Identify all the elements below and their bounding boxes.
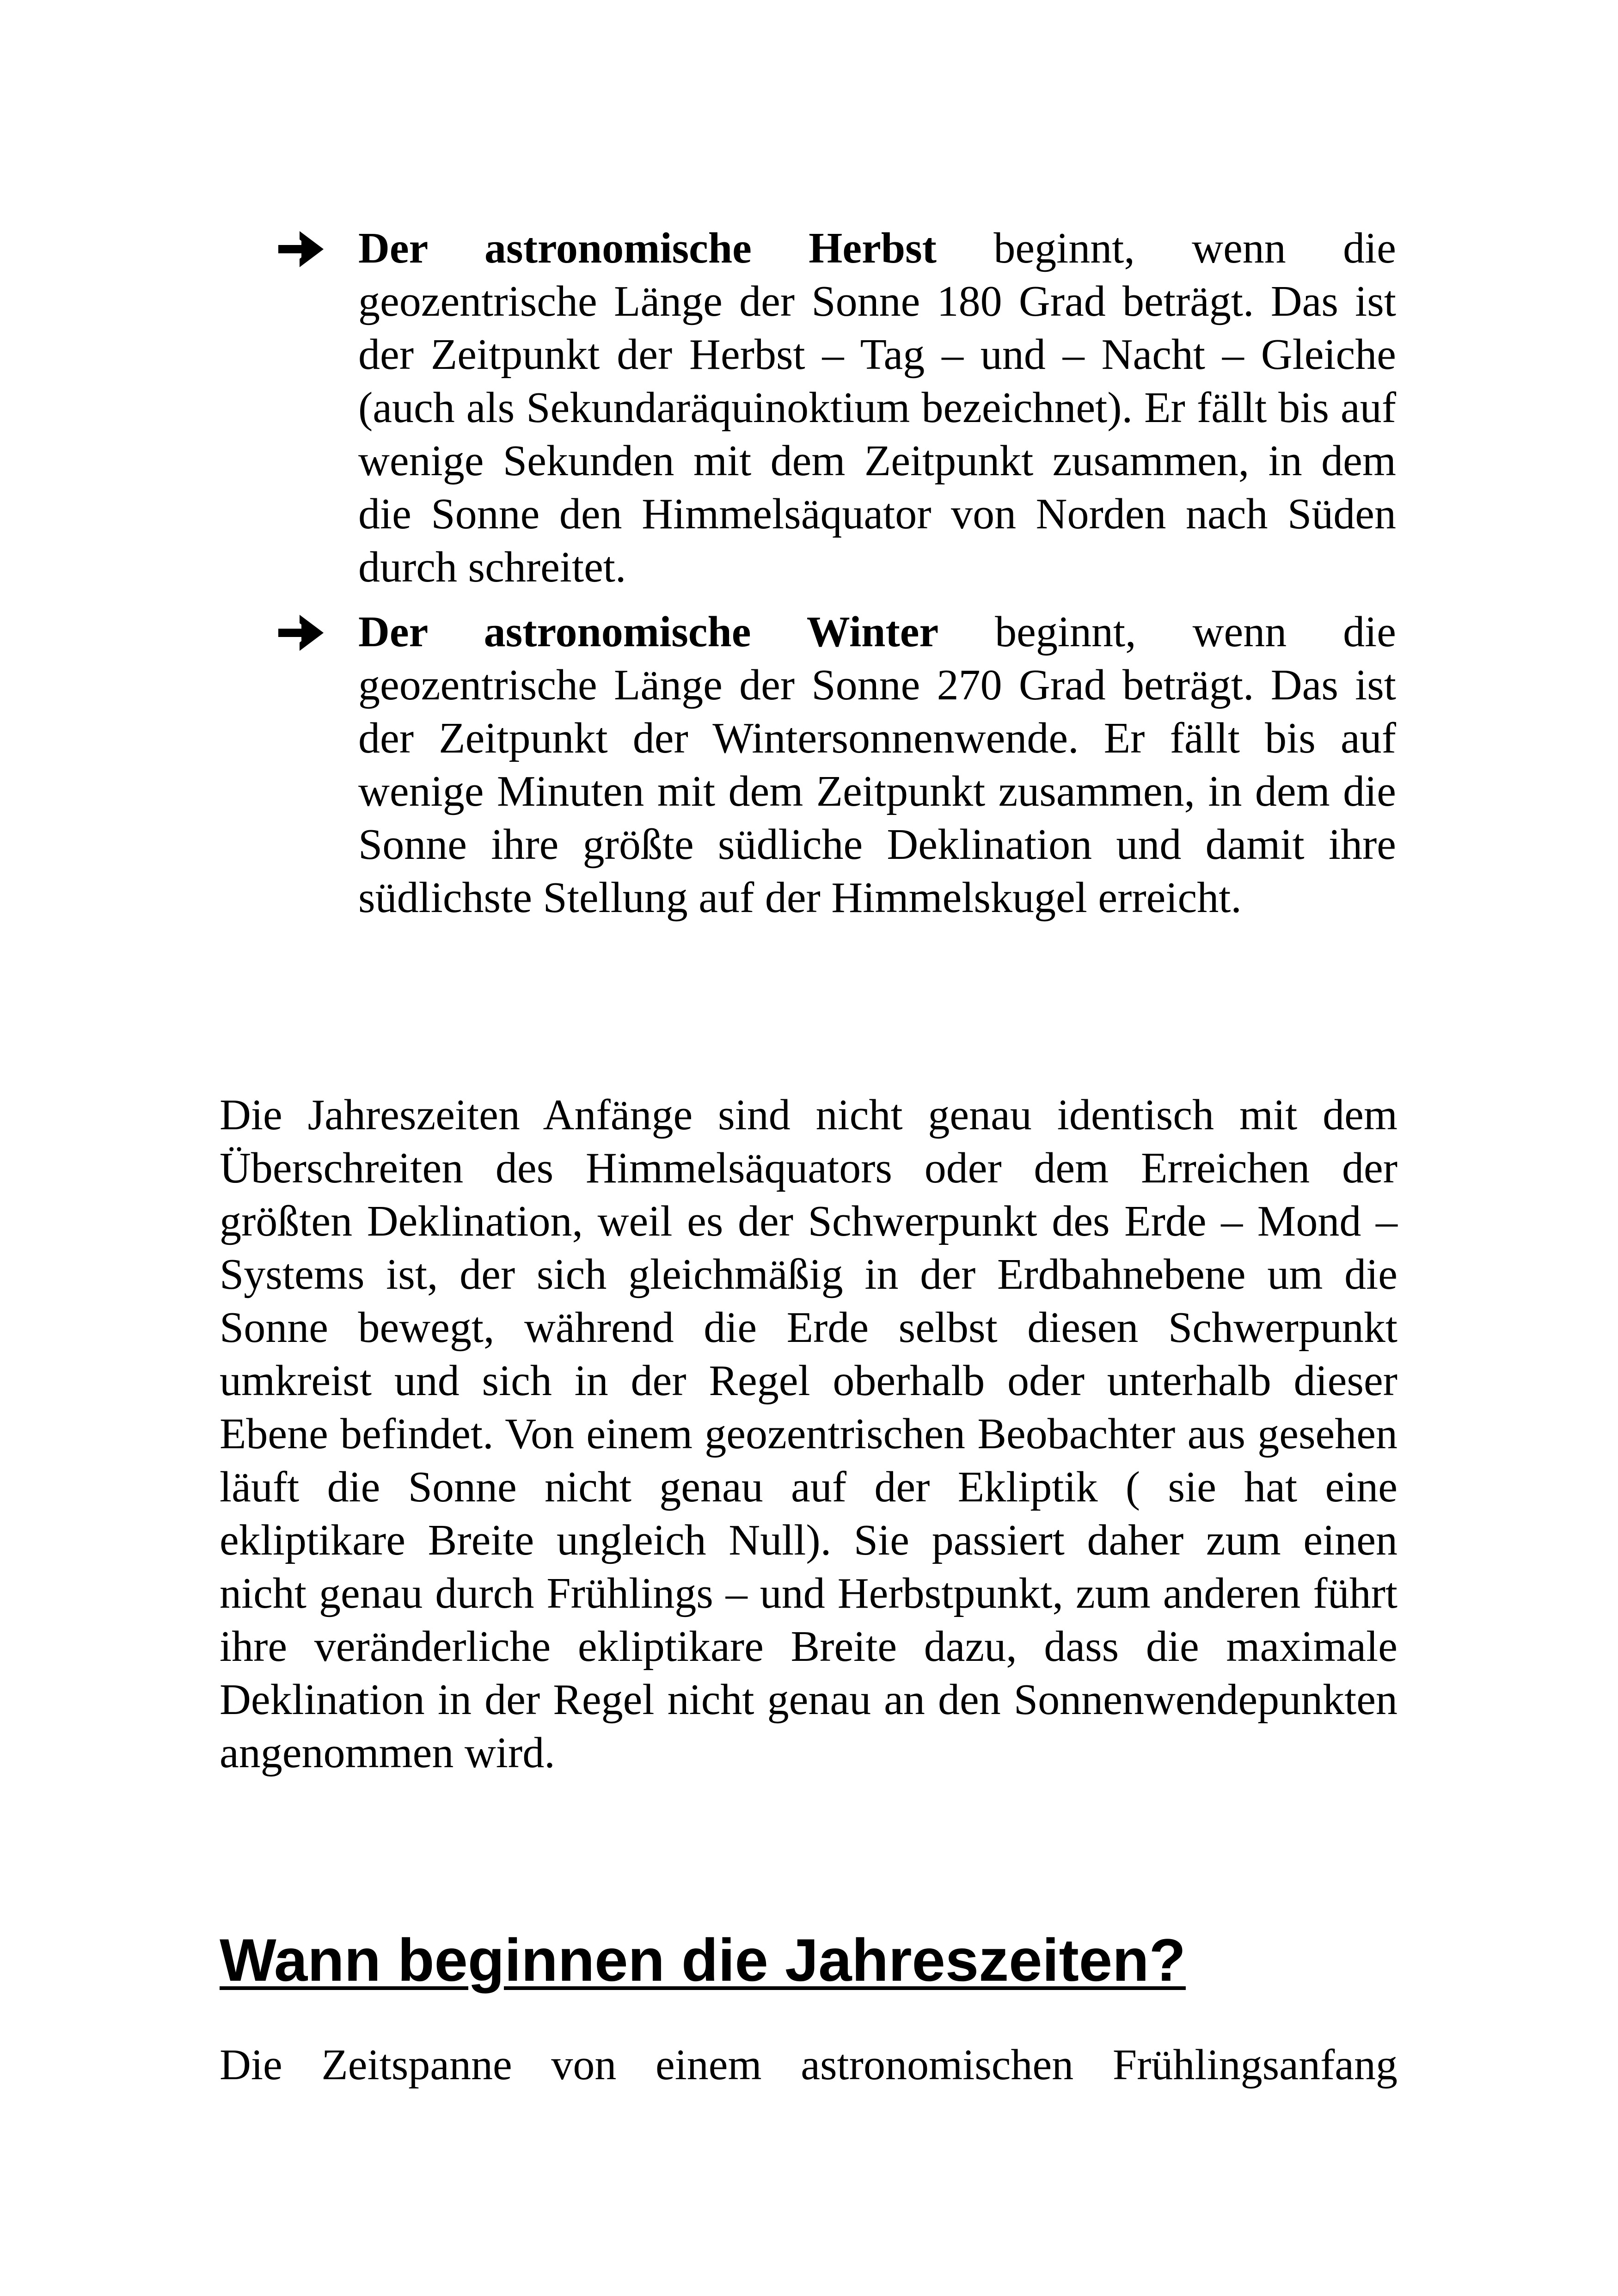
arrow-right-icon — [277, 222, 347, 275]
section-heading: Wann beginnen die Jahreszeiten? — [220, 1926, 1186, 1994]
bullet-autumn — [277, 222, 1396, 594]
bullet-lead: Der astronomische Herbst — [358, 224, 937, 272]
bullet-text: beginnt, wenn die geozentrische Länge der Sonne 180 Grad beträgt. Das ist der Zeitpunkt der Herbst – Tag – und – Nacht – Gleiche (auch als Sekundaräquinoktium bezeichnet). Er fällt bis auf wenige Sekunden mit dem Zeitpunkt zusammen, in dem die Sonne den Himmelsäquator von Norden nach Süden durch schreitet. — [358, 224, 1396, 591]
arrow-right-icon — [277, 606, 347, 659]
bullet-winter — [277, 606, 1396, 925]
bullet-text: beginnt, wenn die geozentrische Länge der Sonne 270 Grad beträgt. Das ist der Zeitpunkt der Wintersonnenwende. Er fällt bis auf wenige Minuten mit dem Zeitpunkt zusammen, in dem die Sonne ihre größte südliche Deklination und damit ihre südlichste Stellung auf der Himmelskugel erreicht. — [358, 608, 1397, 922]
bullet-list — [277, 222, 1396, 936]
body-paragraph: Die Jahreszeiten Anfänge sind nicht genau identisch mit dem Überschreiten des Himmelsäquators oder dem Erreichen der größten Deklination, weil es der Schwerpunkt des Erde – Mond – Systems ist, der sich gleichmäßig in der Erdbahnebene um die Sonne bewegt, während die Erde selbst diesen Schwerpunkt umkreist und sich in der Regel oberhalb oder unterhalb dieser Ebene befindet. Von einem geozentrischen Beobachter aus gesehen läuft die Sonne nicht genau auf der Ekliptik ( sie hat eine ekliptikare Breite ungleich Null). Sie passiert daher zum einen nicht genau durch Frühlings – und Herbstpunkt, zum anderen führt ihre veränderliche ekliptikare Breite dazu, dass die maximale Deklination in der Regel nicht genau an den Sonnenwendepunkten angenommen wird. — [220, 1091, 1397, 1777]
body-paragraph-continued: Die Zeitspanne von einem astronomischen Frühlingsanfang — [220, 2041, 1397, 2089]
bullet-lead: Der astronomische Winter — [358, 608, 939, 656]
